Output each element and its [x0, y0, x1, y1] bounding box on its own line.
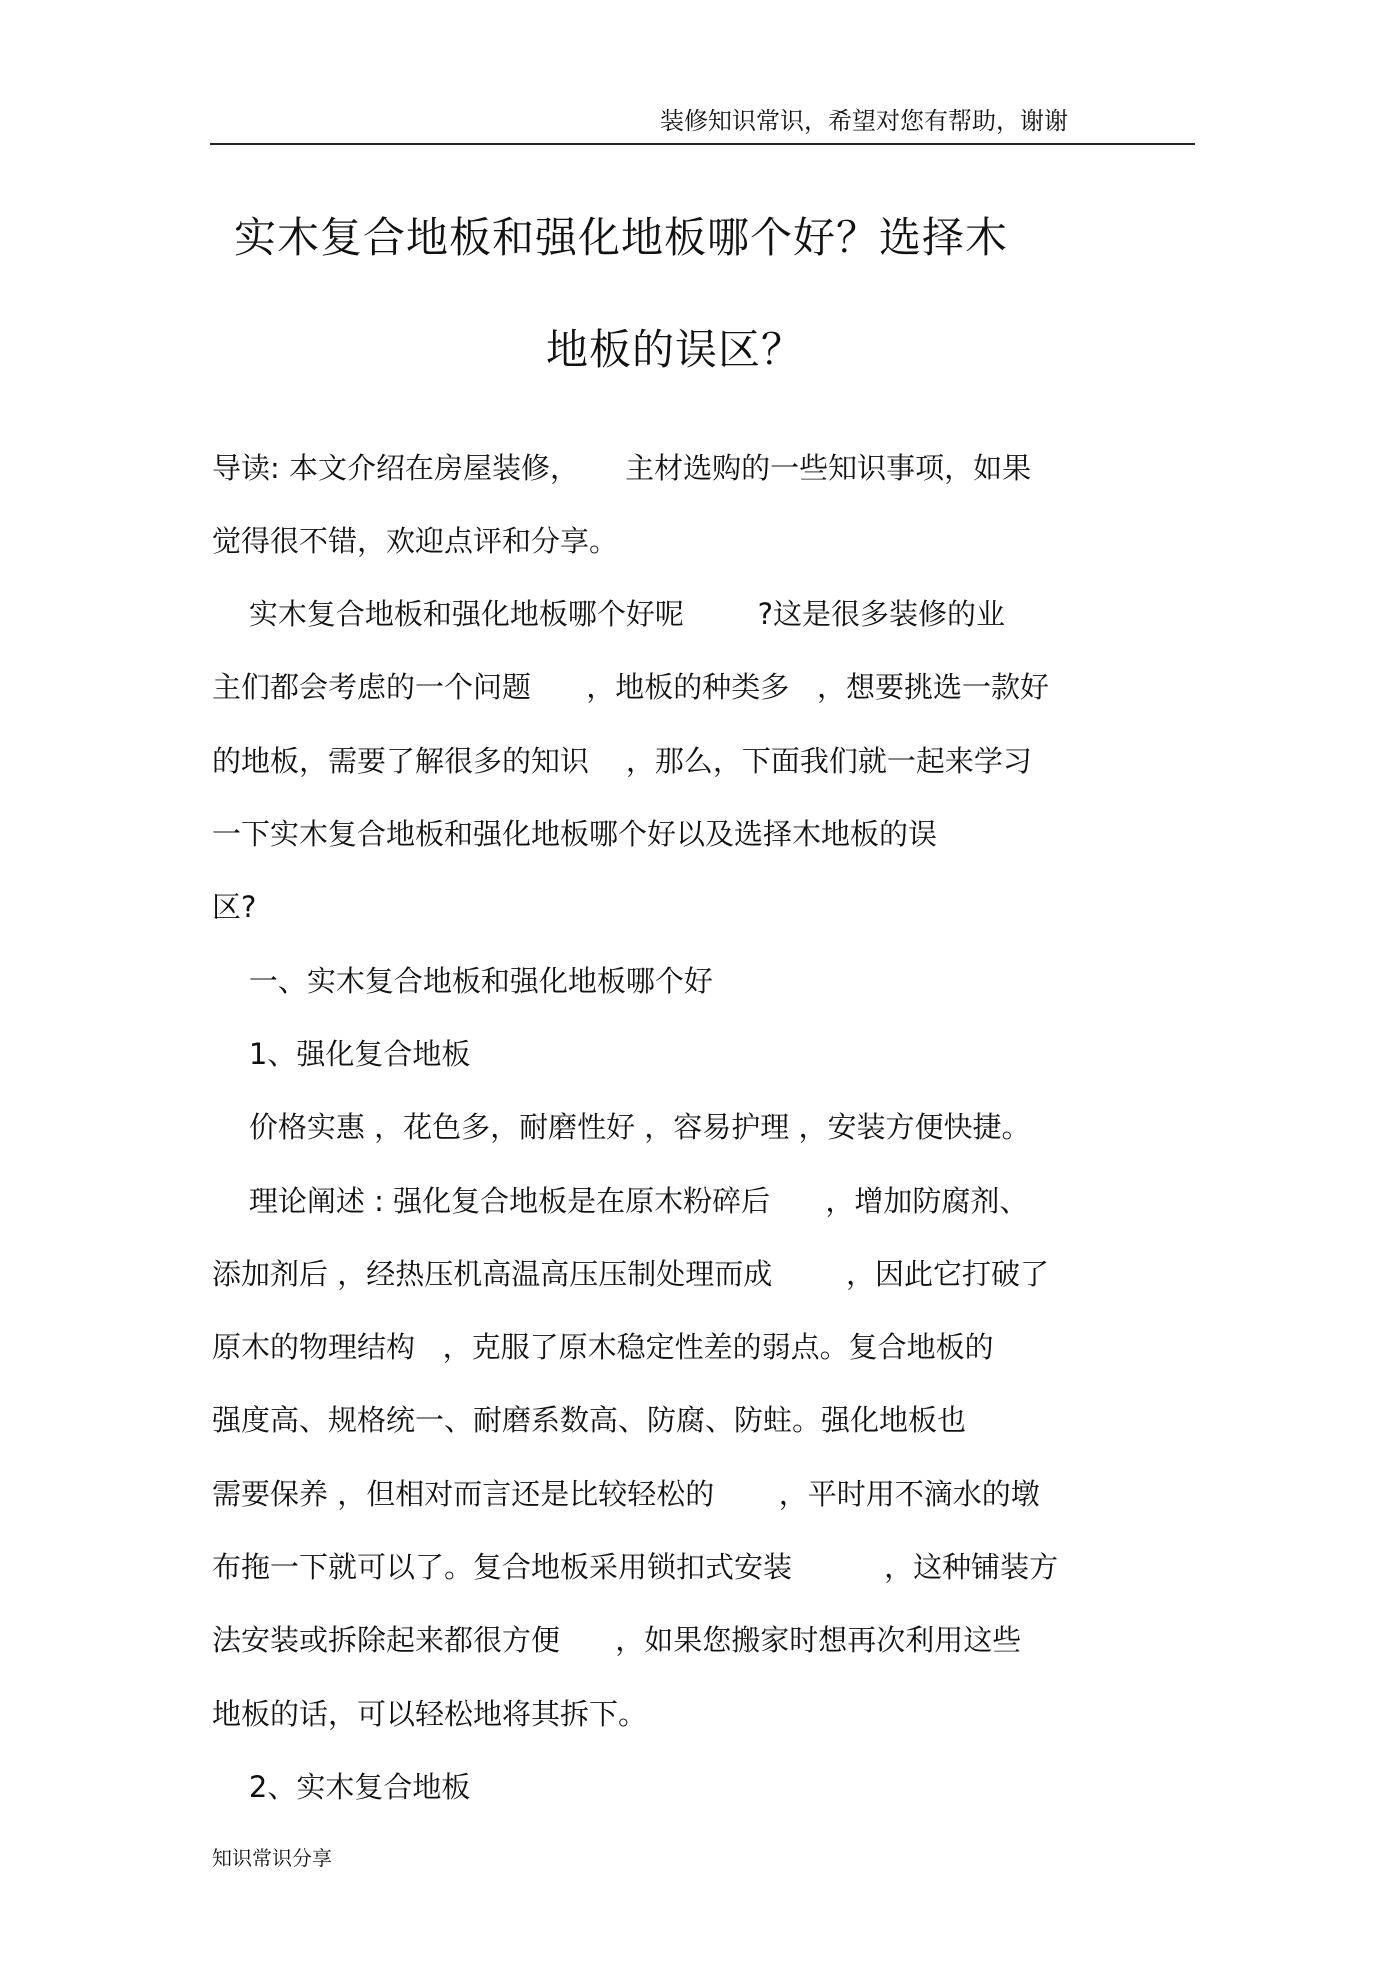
document-title-line-1: 实木复合地板和强化地板哪个好？选择木 [234, 213, 1009, 262]
body-line: 的地板，需要了解很多的知识 ，那么，下面我们就一起来学习 [212, 744, 1032, 778]
page-header-text: 装修知识常识，希望对您有帮助，谢谢 [660, 107, 1068, 135]
body-line: 一下实木复合地板和强化地板哪个好以及选择木地板的误 [212, 817, 938, 851]
page-footer-text: 知识常识分享 [212, 1846, 332, 1870]
subsection-heading: 1、强化复合地板 [212, 1037, 471, 1071]
body-line: 原木的物理结构 ，克服了原木稳定性差的弱点。复合地板的 [212, 1330, 994, 1364]
subsection-heading: 2、实木复合地板 [212, 1770, 471, 1804]
section-heading: 一、实木复合地板和强化地板哪个好 [212, 964, 713, 998]
body-line: 区? [212, 890, 257, 924]
body-line: 强度高、规格统一、耐磨系数高、防腐、防蛀。强化地板也 [212, 1403, 967, 1437]
header-divider [210, 143, 1195, 145]
body-line: 布拖一下就可以了。复合地板采用锁扣式安装 ，这种铺装方 [212, 1550, 1059, 1584]
body-line: 实木复合地板和强化地板哪个好呢 ?这是很多装修的业 [212, 597, 1006, 631]
body-line: 需要保养 ，但相对而言还是比较轻松的 ，平时用不滴水的墩 [212, 1477, 1040, 1511]
body-line: 价格实惠 ，花色多，耐磨性好 ，容易护理 ，安装方便快捷。 [212, 1110, 1031, 1144]
document-title-line-2: 地板的误区？ [546, 325, 805, 374]
body-line: 地板的话，可以轻松地将其拆下。 [212, 1697, 648, 1731]
body-line: 觉得很不错，欢迎点评和分享。 [212, 524, 619, 558]
body-line: 法安装或拆除起来都很方便 ，如果您搬家时想再次利用这些 [212, 1623, 1022, 1657]
body-line: 添加剂后 ，经热压机高温高压压制处理而成 ，因此它打破了 [212, 1257, 1049, 1291]
body-line: 理论阐述 : 强化复合地板是在原木粉碎后 ，增加防腐剂、 [212, 1184, 1029, 1218]
body-line: 主们都会考虑的一个问题 ，地板的种类多 ，想要挑选一款好 [212, 670, 1049, 704]
body-line: 导读: 本文介绍在房屋装修， 主材选购的一些知识事项，如果 [212, 451, 1032, 485]
